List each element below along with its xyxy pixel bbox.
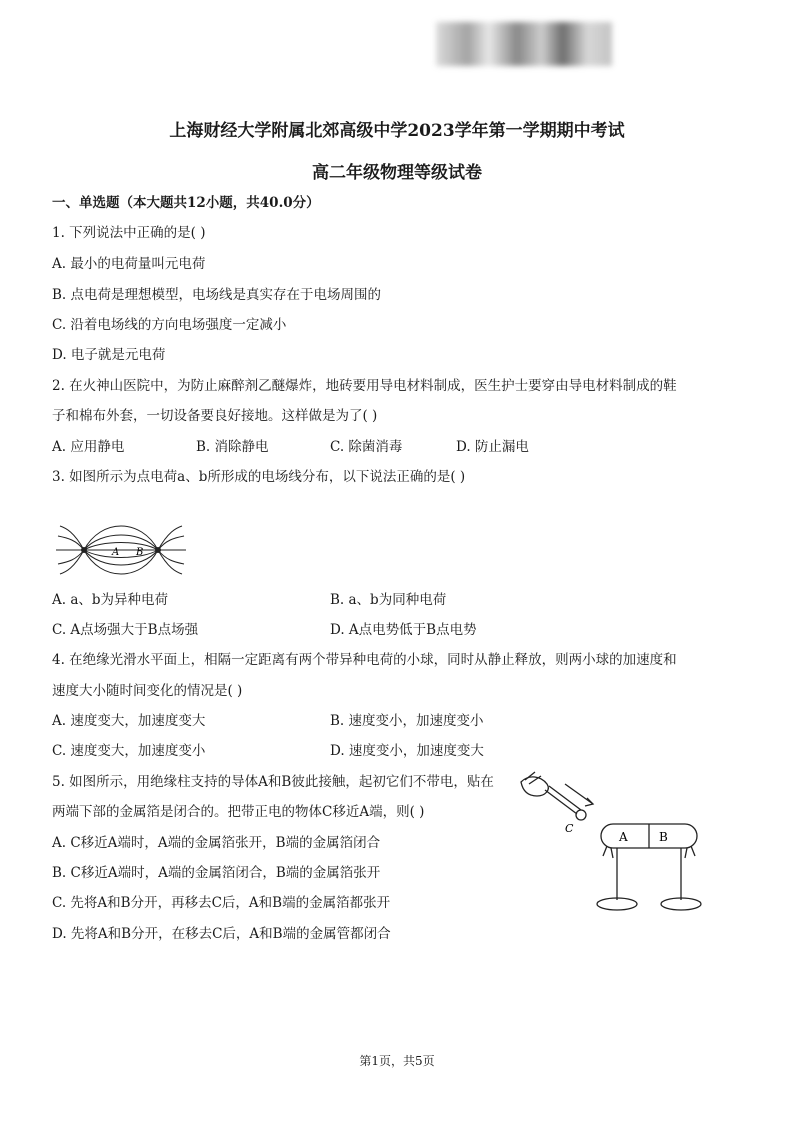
q2-stem-line2: 子和棉布外套，一切设备要良好接地。这样做是为了( ) [52, 408, 378, 424]
label-b: B [659, 830, 668, 844]
q2-stem-line1: 2. 在火神山医院中，为防止麻醉剂乙醚爆炸，地砖要用导电材料制成，医生护士要穿由导电材料制成的鞋 [52, 378, 677, 394]
q4-option-b: B. 速度变小，加速度变小 [330, 713, 484, 729]
q4-option-d: D. 速度变小，加速度变大 [330, 743, 484, 759]
section-heading: 一、单选题（本大题共12小题，共40.0分） [52, 195, 320, 211]
q5-option-b: B. C移近A端时，A端的金属箔闭合，B端的金属箔张开 [52, 865, 381, 881]
label-c: C [565, 822, 574, 835]
q4-option-c: C. 速度变大，加速度变小 [52, 743, 206, 759]
q2-option-c: C. 除菌消毒 [330, 439, 403, 455]
field-lines-figure [56, 520, 186, 580]
q1-option-b: B. 点电荷是理想模型，电场线是真实存在于电场周围的 [52, 287, 382, 303]
q4-stem-line1: 4. 在绝缘光滑水平面上，相隔一定距离有两个带异种电荷的小球，同时从静止释放，则两小球的加速度和 [52, 652, 677, 668]
q1-option-d: D. 电子就是元电荷 [52, 347, 166, 363]
q5-option-a: A. C移近A端时，A端的金属箔张开，B端的金属箔闭合 [52, 835, 381, 851]
point-a-label: A [112, 547, 120, 558]
q3-option-c: C. A点场强大于B点场强 [52, 622, 199, 638]
q3-option-b: B. a、b为同种电荷 [330, 592, 447, 608]
q3-option-a: A. a、b为异种电荷 [52, 592, 169, 608]
q3-stem: 3. 如图所示为点电荷a、b所形成的电场线分布，以下说法正确的是( ) [52, 469, 466, 485]
q2-option-d: D. 防止漏电 [456, 439, 529, 455]
q2-option-b: B. 消除静电 [196, 439, 269, 455]
point-b-label: B [136, 547, 144, 558]
q4-option-a: A. 速度变大，加速度变大 [52, 713, 206, 729]
q4-stem-line2: 速度大小随时间变化的情况是( ) [52, 683, 243, 699]
exam-title: 上海财经大学附属北郊高级中学2023学年第一学期期中考试 [169, 121, 625, 141]
q1-option-a: A. 最小的电荷量叫元电荷 [52, 256, 206, 272]
label-a: A [619, 830, 628, 844]
q1-option-c: C. 沿着电场线的方向电场强度一定减小 [52, 317, 287, 333]
conductor-figure [515, 768, 715, 920]
q3-option-d: D. A点电势低于B点电势 [330, 622, 477, 638]
q5-option-d: D. 先将A和B分开，在移去C后，A和B端的金属管都闭合 [52, 926, 391, 942]
q5-stem-line2: 两端下部的金属箔是闭合的。把带正电的物体C移近A端，则( ) [52, 804, 425, 820]
page-footer: 第1页，共5页 [359, 1054, 435, 1068]
q2-option-a: A. 应用静电 [52, 439, 125, 455]
exam-subtitle: 高二年级物理等级试卷 [312, 163, 482, 183]
q5-option-c: C. 先将A和B分开，再移去C后，A和B端的金属箔都张开 [52, 895, 391, 911]
q1-stem: 1. 下列说法中正确的是( ) [52, 225, 206, 241]
q5-stem-line1: 5. 如图所示，用绝缘柱支持的导体A和B彼此接触，起初它们不带电，贴在 [52, 774, 494, 790]
redacted-stamp [436, 22, 612, 66]
